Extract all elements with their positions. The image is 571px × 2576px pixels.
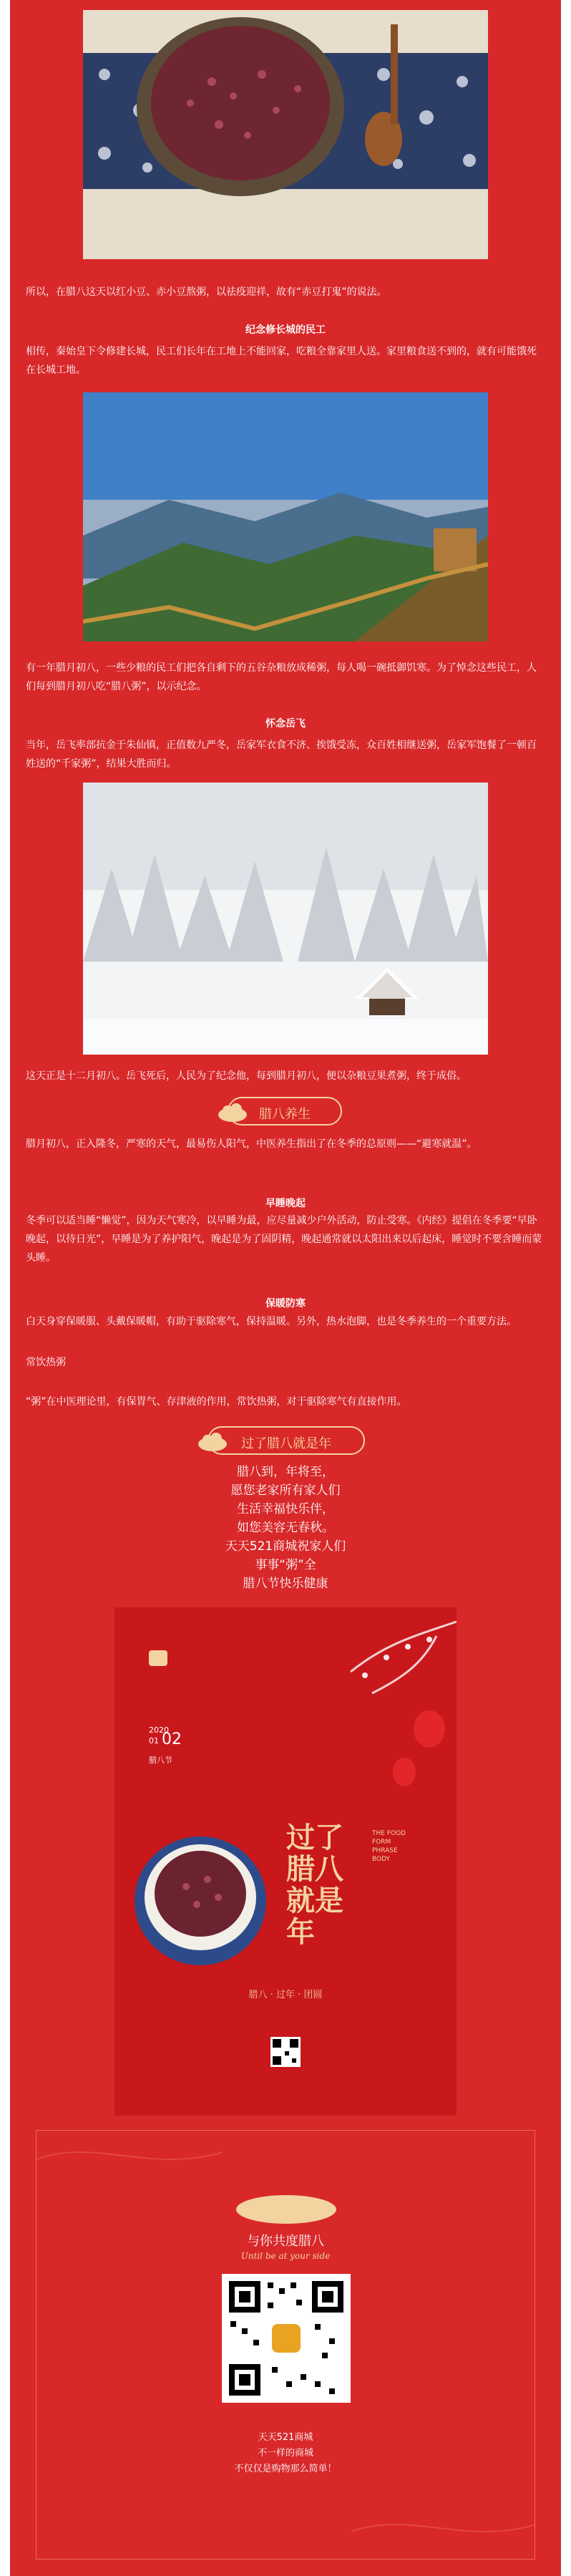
card-shop-name: 天天521商城: [258, 2432, 313, 2443]
poem: [26, 1463, 545, 1593]
section-title-new-year: [208, 1426, 365, 1455]
paragraph-custom: 这天正是十二月初八。岳飞死后，人民为了纪念他，每到腊月初八，便以杂粮豆果煮粥，终于成俗。: [26, 1070, 467, 1082]
paragraph-winter-principle: 腊月初八，正入隆冬，严寒的天气，最易伤人阳气，中医养生指出了在冬季的总原则——“避寒就温”。: [26, 1138, 477, 1150]
right-border: [561, 0, 571, 2576]
poster-headline-line: 就是: [286, 1884, 343, 1917]
promo-card: [36, 2130, 535, 2560]
card-footer: [36, 2430, 535, 2477]
card-line3: 不仅仅是购物那么简单！: [234, 2464, 337, 2474]
paragraph-hot-porridge-label: 常饮热粥: [26, 1357, 66, 1368]
snow-photo: [83, 783, 488, 1055]
poster-english-text: THE FOOD FORM PHRASE BODY: [372, 1830, 406, 1863]
great-wall-photo: [83, 392, 488, 641]
poster-headline-line: 过了: [286, 1821, 343, 1854]
poem-line: 腊八节快乐健康: [243, 1577, 328, 1591]
laba-poster: [114, 1607, 457, 2116]
paragraph-workers: 有一年腊月初八，一些少粮的民工们把各自剩下的五谷杂粮放成稀粥，每人喝一碗抵御饥寒。为了悼念这些民工，人们每到腊月初八吃“腊八粥”，以示纪念。: [26, 662, 537, 692]
poem-line: 腊八到，年将至，: [237, 1465, 334, 1479]
poster-day: 02: [162, 1730, 182, 1748]
poster-qr-code: [270, 2037, 301, 2067]
poem-line: 事事“粥”全: [255, 1558, 316, 1572]
card-line2: 不一样的商城: [257, 2448, 313, 2459]
poem-line: 如您美容无春秋。: [237, 1521, 334, 1535]
poster-headline: [286, 1822, 365, 1948]
poster-headline-line: 年: [286, 1915, 315, 1949]
poster-festival-label: 腊八节: [149, 1756, 172, 1765]
left-border: [0, 0, 10, 2576]
porridge-photo: [83, 10, 488, 259]
paragraph-sleep: 冬季可以适当睡“懒觉”，因为天气寒冷，以早睡为最，应尽量减少户外活动，防止受寒。《内经》提倡在冬季要“早卧晚起，以待日光”，早睡是为了养护阳气，晚起是为了固阴精，晚起通常就以太阳出来以后起床，睡觉时不要含睡而蒙头睡。: [26, 1215, 542, 1264]
poster-year: 2020: [149, 1725, 169, 1735]
poster-headline-line: 腊八: [286, 1852, 343, 1886]
paragraph-red-bean: 所以，在腊八这天以红小豆、赤小豆熬粥，以祛疫迎祥，故有“赤豆打鬼”的说法。: [26, 286, 387, 298]
snow-photo-svg: [83, 783, 488, 1055]
poem-line: 天天521商城祝家人们: [225, 1539, 346, 1554]
poster-tagline: 腊八 · 过年 · 团圆: [248, 1990, 323, 2000]
poster-month: 01: [149, 1736, 159, 1745]
section-title-new-year-text: 过了腊八就是年: [241, 1436, 331, 1451]
heading-sleep: 早睡晚起: [265, 1198, 306, 1209]
card-slogan-en: Until be at your side: [240, 2251, 331, 2261]
heading-warmth: 保暖防寒: [265, 1298, 306, 1309]
paragraph-great-wall: 相传，秦始皇下令修建长城，民工们长年在工地上不能回家，吃粮全靠家里人送。家里粮食送不到的，就有可能饿死在长城工地。: [26, 346, 537, 376]
section-title-health: [228, 1097, 342, 1125]
paragraph-hot-porridge: “粥”在中医理论里，有保胃气、存津液的作用，常饮热粥，对于驱除寒气有直接作用。: [26, 1396, 407, 1408]
paragraph-warmth: 白天身穿保暖服、头戴保暖帽，有助于驱除寒气，保持温暖。另外，热水泡脚，也是冬季养生的一个重要方法。: [26, 1316, 517, 1327]
heading-yue-fei: 怀念岳飞: [265, 718, 306, 730]
card-qr-code: [222, 2274, 351, 2403]
paragraph-yue-fei: 当年，岳飞率部抗金于朱仙镇，正值数九严冬，岳家军衣食不济、挨饿受冻，众百姓相继送粥，岳家军饱餐了一顿百姓送的“千家粥”，结果大胜而归。: [26, 740, 537, 770]
poem-line: 愿您老家所有家人们: [230, 1483, 341, 1498]
porridge-photo-svg: [83, 10, 488, 259]
heading-great-wall: 纪念修长城的民工: [245, 324, 326, 336]
great-wall-photo-svg: [83, 392, 488, 641]
poem-line: 生活幸福快乐伴，: [237, 1502, 334, 1516]
card-slogan: 与你共度腊八: [247, 2234, 324, 2249]
section-title-health-text: 腊八养生: [259, 1107, 311, 1122]
